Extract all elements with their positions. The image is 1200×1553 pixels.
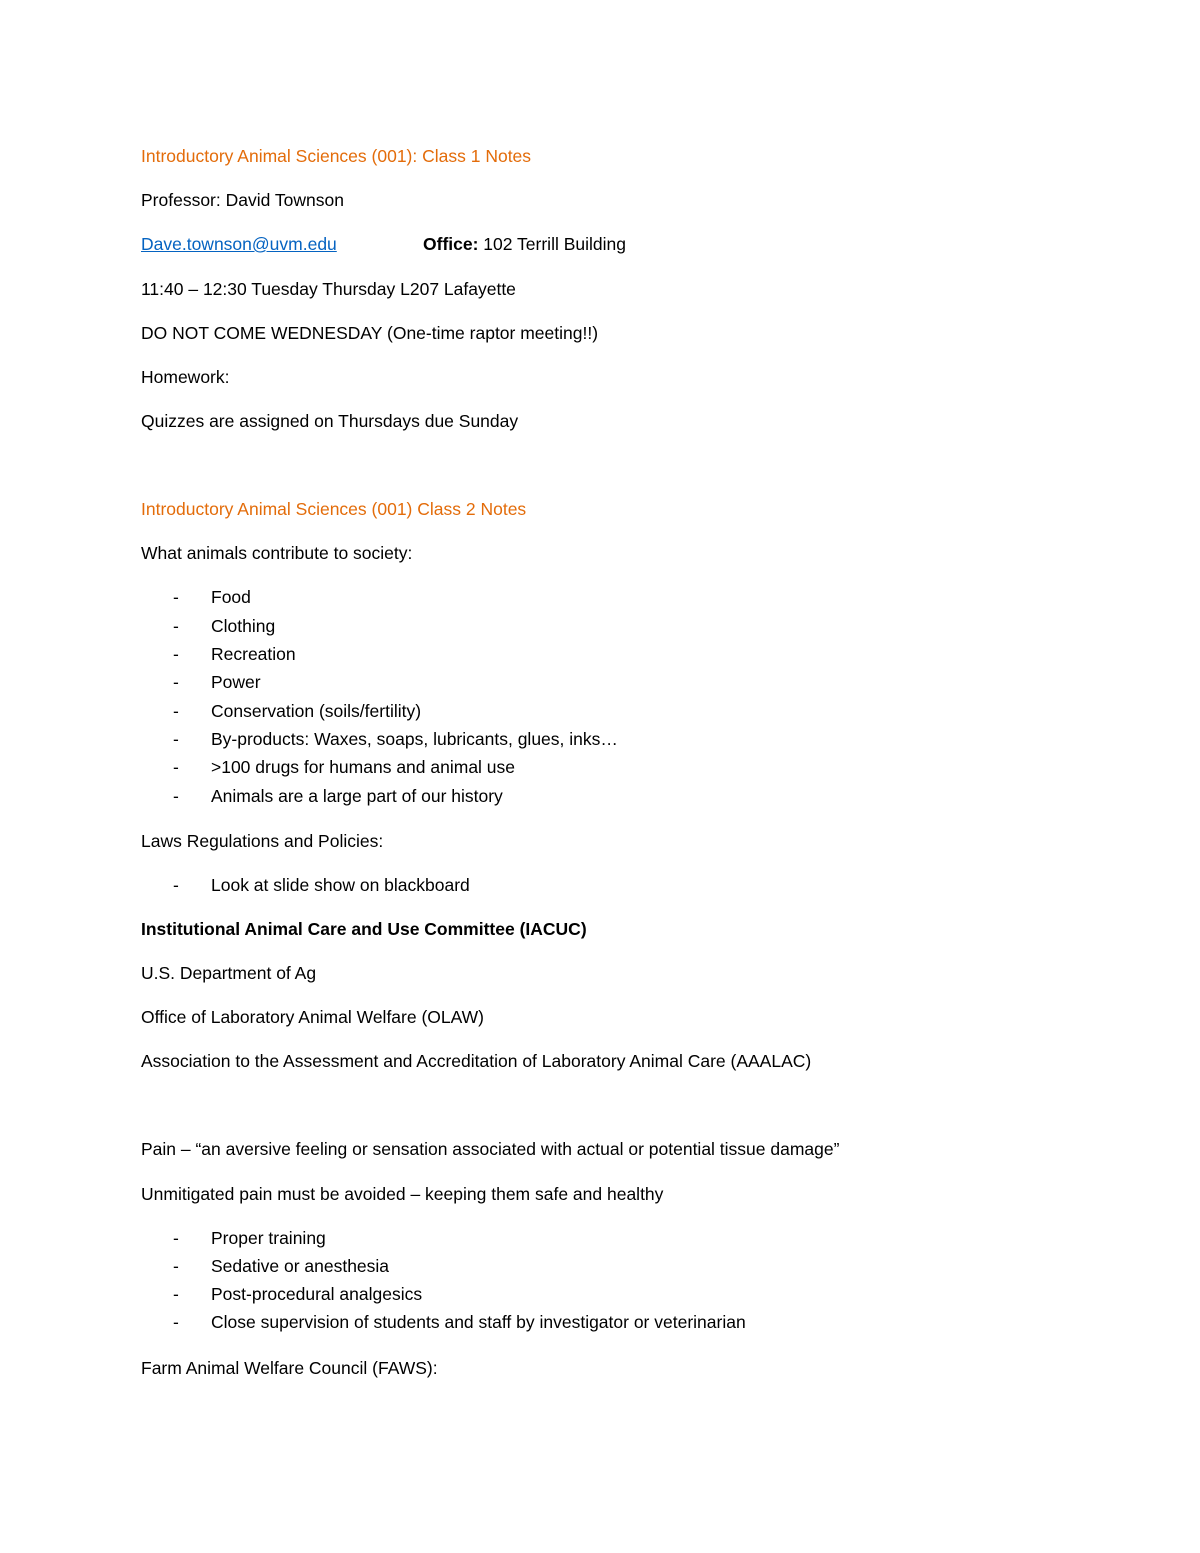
list-item: Sedative or anesthesia <box>211 1256 390 1276</box>
list-item: Conservation (soils/fertility) <box>211 701 422 721</box>
aaalac-line: Association to the Assessment and Accreditation of Laboratory Animal Care (AAALAC) <box>141 1051 812 1071</box>
office-line <box>423 233 626 255</box>
professor-line: Professor: David Townson <box>141 190 344 210</box>
list-item: Proper training <box>211 1228 326 1248</box>
contact-line <box>141 233 337 255</box>
list-item: Power <box>211 672 261 692</box>
notice-line: DO NOT COME WEDNESDAY (One-time raptor meeting!!) <box>141 323 599 343</box>
office-label: Office: <box>423 234 479 254</box>
list-item: Food <box>211 587 251 607</box>
email-link[interactable]: Dave.townson@uvm.edu <box>141 234 337 254</box>
bullet-marker: - <box>173 672 179 692</box>
iacuc-line: Institutional Animal Care and Use Committee (IACUC) <box>141 919 587 939</box>
bullet-marker: - <box>173 1284 179 1304</box>
pain-definition: Pain – “an aversive feeling or sensation associated with actual or potential tissue damage” <box>141 1139 840 1159</box>
list-item: Recreation <box>211 644 296 664</box>
bullet-marker: - <box>173 786 179 806</box>
faws-line: Farm Animal Welfare Council (FAWS): <box>141 1358 438 1378</box>
schedule-line: 11:40 – 12:30 Tuesday Thursday L207 Lafayette <box>141 279 516 299</box>
list-item: Close supervision of students and staff by investigator or veterinarian <box>211 1312 746 1332</box>
list-item: Look at slide show on blackboard <box>211 875 470 895</box>
class2-heading: Introductory Animal Sciences (001) Class 2 Notes <box>141 499 527 519</box>
class1-heading: Introductory Animal Sciences (001): Class 1 Notes <box>141 146 532 166</box>
list-item: Post-procedural analgesics <box>211 1284 423 1304</box>
bullet-marker: - <box>173 729 179 749</box>
contributions-intro: What animals contribute to society: <box>141 543 413 563</box>
list-item: Animals are a large part of our history <box>211 786 503 806</box>
list-item: Clothing <box>211 616 276 636</box>
homework-label: Homework: <box>141 367 230 387</box>
usda-line: U.S. Department of Ag <box>141 963 317 983</box>
olaw-line: Office of Laboratory Animal Welfare (OLAW) <box>141 1007 485 1027</box>
bullet-marker: - <box>173 757 179 777</box>
bullet-marker: - <box>173 1312 179 1332</box>
bullet-marker: - <box>173 701 179 721</box>
office-value: 102 Terrill Building <box>478 234 626 254</box>
unmitigated-line: Unmitigated pain must be avoided – keeping them safe and healthy <box>141 1184 664 1204</box>
bullet-marker: - <box>173 587 179 607</box>
bullet-marker: - <box>173 1228 179 1248</box>
quizzes-line: Quizzes are assigned on Thursdays due Sunday <box>141 411 519 431</box>
bullet-marker: - <box>173 875 179 895</box>
laws-intro: Laws Regulations and Policies: <box>141 831 384 851</box>
bullet-marker: - <box>173 616 179 636</box>
bullet-marker: - <box>173 1256 179 1276</box>
bullet-marker: - <box>173 644 179 664</box>
list-item: >100 drugs for humans and animal use <box>211 757 516 777</box>
list-item: By-products: Waxes, soaps, lubricants, glues, inks… <box>211 729 618 749</box>
